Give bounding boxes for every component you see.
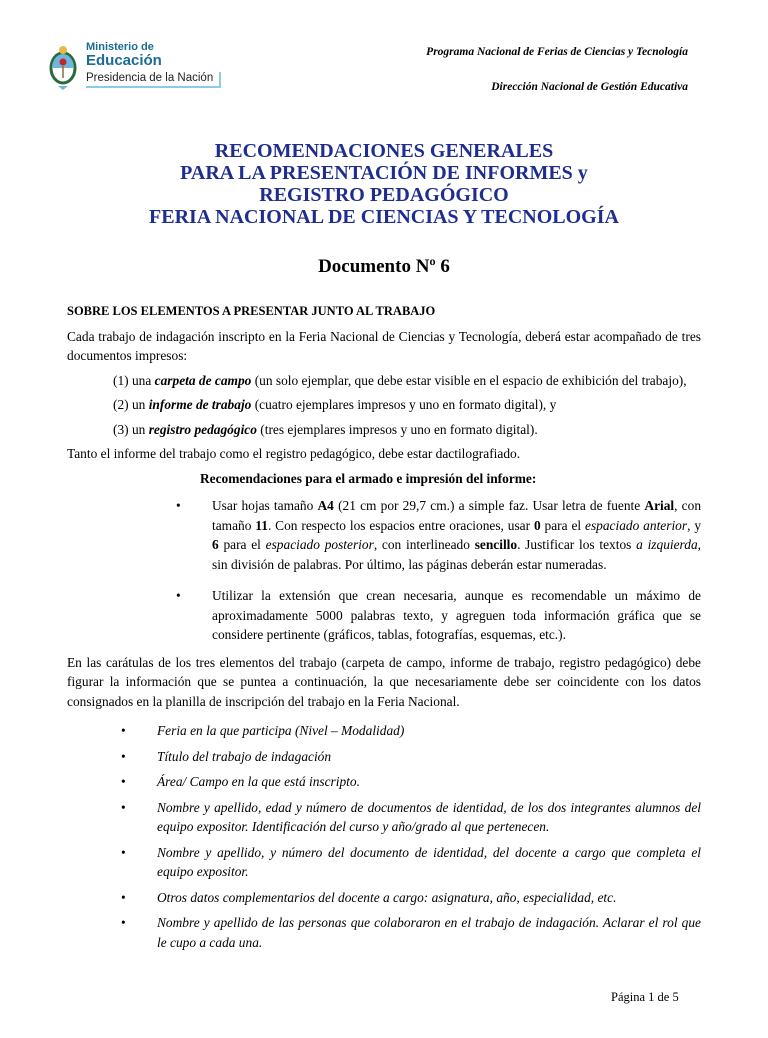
text: (2) un xyxy=(113,397,149,412)
rec-list xyxy=(176,496,702,645)
item-informe xyxy=(113,395,701,415)
tanto-paragraph: Tanto el informe del trabajo como el registro pedagógico, debe estar dactilografiado. xyxy=(67,446,521,461)
caratula-list xyxy=(121,721,701,952)
list-item: • Nombre y apellido, y número del documento de identidad, del docente a cargo que completa el equipo expositor. xyxy=(121,844,701,879)
logo-line-3: Presidencia de la Nación xyxy=(86,72,221,88)
document-number: Documento Nº 6 xyxy=(318,256,450,277)
list-item: • Nombre y apellido, edad y número de documentos de identidad, de los dos integrantes alumnos del equipo expositor. Identificación del curso y año/grado al que pertenecen. xyxy=(121,799,701,834)
header-program: Programa Nacional de Ferias de Ciencias y Tecnología xyxy=(426,46,688,58)
header-direction: Dirección Nacional de Gestión Educativa xyxy=(491,81,688,93)
title-line: REGISTRO PEDAGÓGICO xyxy=(259,184,509,206)
section-heading: SOBRE LOS ELEMENTOS A PRESENTAR JUNTO AL TRABAJO xyxy=(67,304,436,318)
text: (cuatro ejemplares impresos y uno en formato digital), y xyxy=(251,397,557,412)
rec-item xyxy=(176,586,701,645)
rec-heading: Recomendaciones para el armado e impresión del informe: xyxy=(200,470,537,486)
caratulas-paragraph: En las carátulas de los tres elementos del trabajo (carpeta de campo, informe de trabajo, registro pedagógico) debe figurar la información que se puntea a continuación, la que necesariamente debe ser coincidente con los datos consignados en la planilla de inscripción del trabajo en la Feria Nacional. xyxy=(67,654,701,709)
logo-line-2: Educación xyxy=(86,52,162,69)
text: (un solo ejemplar, que debe estar visible en el espacio de exhibición del trabajo), xyxy=(251,372,687,388)
text: (1) una xyxy=(113,372,155,388)
text: (tres ejemplares impresos y uno en formato digital). xyxy=(256,421,538,437)
rec-item: • Usar hojas tamaño A4 (21 cm por 29,7 cm.) a simple faz. Usar letra de fuente Arial, con tamaño 11. Con respecto los espacios entre oraciones, usar 0 para el espaciado anterior, y 6 para el espaciado posterior, con interlineado sencillo. Justificar los textos a izquierda, sin división de palabras. Por último, las páginas deberán estar numeradas. xyxy=(176,498,702,572)
list-item: • Otros datos complementarios del docente a cargo: asignatura, año, especialidad, etc. xyxy=(157,888,701,908)
list-item: • Nombre y apellido de las personas que colaboraron en el trabajo de indagación. Aclarar el rol que le cupo a cada una. xyxy=(121,915,701,950)
intro-paragraph: Cada trabajo de indagación inscripto en la Feria Nacional de Ciencias y Tecnología, deberá estar acompañado de tres documentos impresos: xyxy=(67,328,701,363)
bullet-icon: • xyxy=(121,748,126,764)
item-carpeta xyxy=(113,371,701,391)
bullet-icon: • xyxy=(176,498,181,513)
list-item: • Título del trabajo de indagación xyxy=(157,747,701,767)
bullet-icon: • xyxy=(176,588,181,603)
document-body xyxy=(67,0,701,1038)
title-line: FERIA NACIONAL DE CIENCIAS Y TECNOLOGÍA xyxy=(149,206,619,228)
term: informe de trabajo xyxy=(148,397,252,412)
bullet-icon: • xyxy=(121,723,126,738)
term: carpeta de campo xyxy=(154,372,252,388)
list-item: • Área/ Campo en la que está inscripto. xyxy=(157,772,701,792)
bullet-icon: • xyxy=(121,915,126,930)
term: registro pedagógico xyxy=(148,421,257,437)
bullet-icon: • xyxy=(121,889,126,905)
text: (3) un xyxy=(113,421,149,437)
bullet-icon: • xyxy=(121,774,126,789)
item-registro xyxy=(113,420,701,440)
title-line: RECOMENDACIONES GENERALES xyxy=(214,140,554,162)
list-item: • Feria en la que participa (Nivel – Modalidad) xyxy=(157,721,701,741)
bullet-icon: • xyxy=(121,799,126,815)
title-line: PARA LA PRESENTACIÓN DE INFORMES y xyxy=(180,162,588,184)
bullet-icon: • xyxy=(121,844,126,860)
text: Utilizar la extensión que crean necesaria, aunque es recomendable un máximo de aproximadamente 5000 palabras texto, y agreguen toda información gráfica que se considere pertinente (gráficos, tablas, fotografías, esquemas, etc.). xyxy=(212,588,701,642)
page-number: Página 1 de 5 xyxy=(611,990,679,1004)
logo-line-1: Ministerio de xyxy=(86,41,154,53)
